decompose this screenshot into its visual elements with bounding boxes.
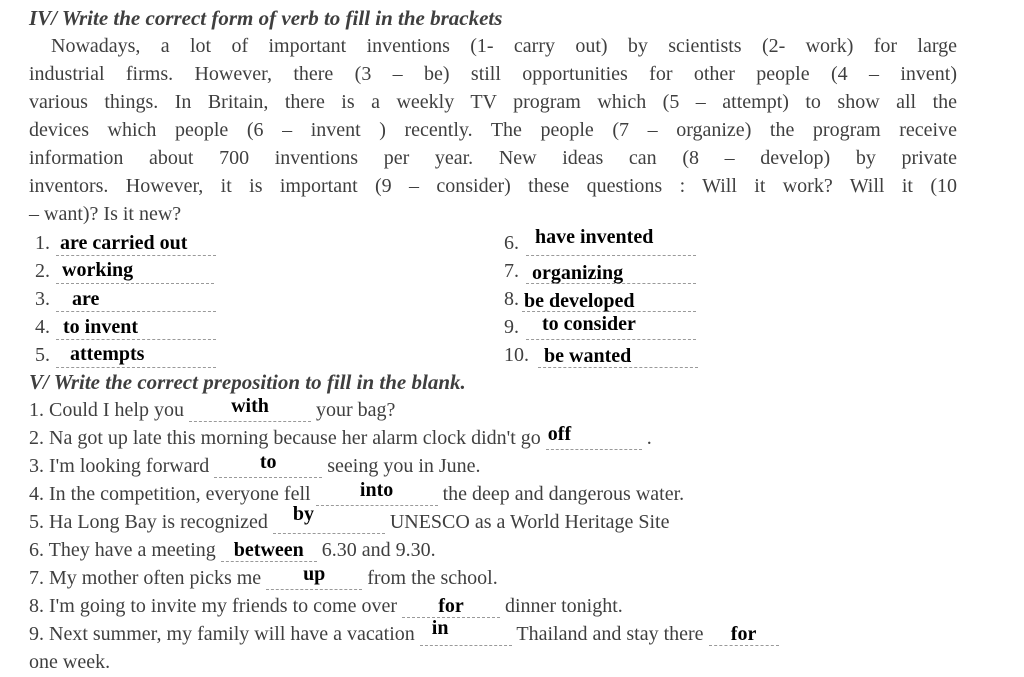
question-line [29,395,396,422]
answer-text: be developed [524,290,635,312]
answer-blank[interactable] [420,617,512,646]
answer-text: have invented [535,226,654,248]
question-text: 6. They have a meeting [29,539,221,561]
answer-text: off [547,423,572,445]
question-text: 3. I'm looking forward [29,455,215,477]
question-text: your bag? [311,399,396,421]
question-text: from the school. [362,567,498,589]
question-text: . [641,427,652,449]
question-line [29,538,436,562]
question-line [29,617,779,646]
question-text: 7. My mother often picks me [29,567,267,589]
answer-blank[interactable] [709,623,779,646]
answer-number: 7. [504,260,519,282]
answer-blank[interactable] [221,539,317,562]
answer-blank[interactable] [266,563,362,590]
answer-number: 5. [35,344,50,366]
answer-text: are carried out [60,232,188,254]
section-4-heading: IV/ Write the correct form of verb to fill in the brackets [29,6,503,30]
answer-text: in [431,617,449,639]
paragraph-line: inventors. However, it is important (9 – consider) these questions : Will it work? Will it (10 [29,175,957,197]
answer-text: organizing [532,262,624,284]
answer-number: 6. [504,232,519,254]
answer-text: with [231,395,269,417]
answer-text: to invent [63,316,138,338]
answer-number: 3. [35,288,50,310]
question-line [29,650,110,674]
answer-text: attempts [70,343,145,365]
answer-text: to [259,451,277,473]
answer-blank[interactable] [214,451,322,478]
answer-text: to consider [542,313,636,335]
question-text: 9. Next summer, my family will have a vacation [29,623,420,645]
question-line [29,503,670,534]
answer-blank[interactable] [402,595,500,618]
question-text: 5. Ha Long Bay is recognized [29,511,273,533]
question-line [29,451,481,478]
answer-number: 1. [35,232,50,254]
answer-blank[interactable] [273,503,385,534]
section-5-heading: V/ Write the correct preposition to fill in the blank. [29,370,466,394]
answer-text: up [303,563,326,585]
answer-text: be wanted [544,345,632,367]
answer-text: between [233,539,304,561]
question-text: 6.30 and 9.30. [316,539,436,561]
paragraph-line: various things. In Britain, there is a weekly TV program which (5 – attempt) to show all the [29,91,957,113]
question-text: 8. I'm going to invite my friends to come over [29,595,402,617]
answer-text: working [62,259,134,281]
paragraph-line: devices which people (6 – invent ) recently. The people (7 – organize) the program receive [29,119,957,141]
answer-blank[interactable] [189,395,311,422]
question-line [29,563,498,590]
question-line [29,594,623,618]
paragraph-line: – want)? Is it new? [29,203,182,225]
answer-text: for [438,595,464,617]
question-text: 2. Na got up late this morning because her alarm clock didn't go [29,427,546,449]
answer-text: by [292,503,314,525]
answer-number: 9. [504,316,519,338]
answer-number: 4. [35,316,50,338]
paragraph-line: industrial firms. However, there (3 – be) still opportunities for other people (4 – invent) [29,63,957,85]
answer-number: 2. [35,260,50,282]
question-text: seeing you in June. [322,455,481,477]
question-line [29,423,652,450]
answer-number: 10. [504,344,529,366]
answer-text: into [359,479,394,501]
question-text: the deep and dangerous water. [437,483,685,505]
answer-number: 8. [504,288,519,310]
question-text: UNESCO as a World Heritage Site [384,511,670,533]
question-text: one week. [29,651,111,673]
question-text: dinner tonight. [499,595,623,617]
answer-blank[interactable] [546,423,642,450]
question-text: 1. Could I help you [29,399,189,421]
question-text: Thailand and stay there [511,623,709,645]
answer-text: for [730,623,757,645]
answer-text: are [72,288,100,310]
question-text: 4. In the competition, everyone fell [29,483,316,505]
paragraph-line: Nowadays, a lot of important inventions (1- carry out) by scientists (2- work) for large [51,35,957,57]
paragraph-line: information about 700 inventions per year. New ideas can (8 – develop) by private [29,147,957,169]
